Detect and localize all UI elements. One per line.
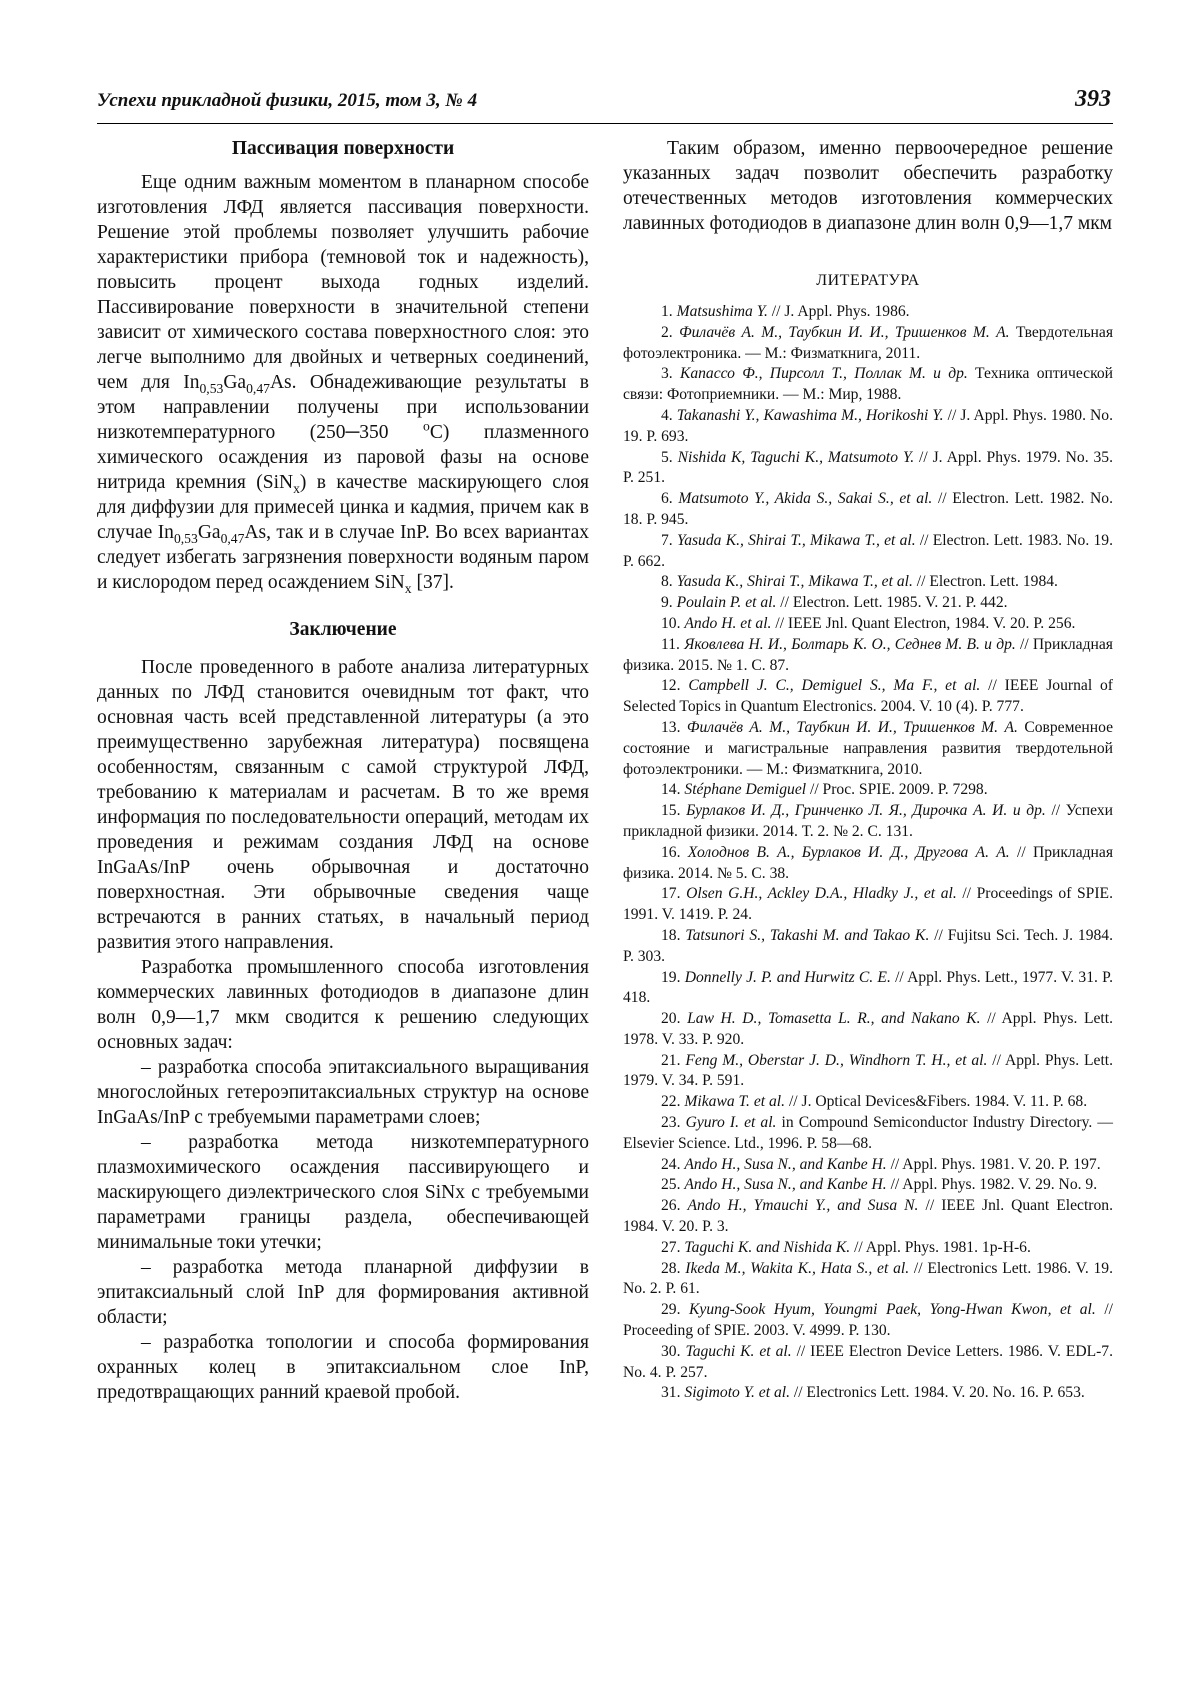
reference-authors: Ikeda M., Wakita K., Hata S., et al. [685, 1259, 910, 1277]
reference-authors: Sigimoto Y. et al. [684, 1384, 790, 1402]
reference-source: // J. Appl. Phys. 1986. [767, 303, 910, 320]
task-item: – разработка метода низкотемпературного плазмохимического осаждения пассивирующего и маскирующего диэлектрического слоя SiNx с требуемыми параметрами границы раздела, обеспечивающей минимальные токи утечки; [97, 1132, 589, 1253]
reference-source: // Fujitsu Sci. Tech. J. 1984. P. 303. [623, 926, 1113, 965]
reference-item: 4. Takanashi Y., Kawashima M., Horikoshi Y. // J. Appl. Phys. 1980. No. 19. P. 693. [623, 406, 1113, 445]
reference-source: in Compound Semiconductor Industry Directory. — Elsevier Science. Ltd., 1996. P. 58—68. [623, 1114, 1113, 1152]
reference-item: 13. Филачёв А. М., Таубкин И. И., Тришенков М. А. Современное состояние и магистральные направления развития твердотельной фотоэлектроники. — М.: Физматкнига, 2010. [623, 718, 1113, 778]
reference-source: Современное состояние и магистральные направления развития твердотельной фотоэлектроники. — М.: Физматкнига, 2010. [623, 718, 1113, 778]
page-number: 393 [1075, 86, 1111, 112]
reference-item: 31. Sigimoto Y. et al. // Electronics Lett. 1984. V. 20. No. 16. P. 653. [661, 1384, 1085, 1402]
reference-source: // Proceedings of SPIE. 1991. V. 1419. P. 24. [623, 885, 1113, 924]
reference-authors: Taguchi K. and Nishida K. [684, 1238, 851, 1256]
reference-authors: Ando H. et al. [684, 614, 772, 632]
reference-authors: Taguchi K. et al. [685, 1342, 792, 1360]
reference-item: 28. Ikeda M., Wakita K., Hata S., et al. // Electronics Lett. 1986. V. 19. No. 2. P. 61. [623, 1259, 1114, 1298]
reference-source: // Appl. Phys. 1981. 1p-H-6. [850, 1238, 1031, 1256]
reference-authors: Филачёв А. М., Таубкин И. И., Тришенков М. А. [679, 323, 1010, 341]
section-title-conclusion: Заключение [289, 619, 397, 640]
reference-source: // Appl. Phys. 1982. V. 29. No. 9. [886, 1176, 1098, 1194]
reference-item: 11. Яковлева Н. И., Болтарь К. О., Седнев М. В. и др. // Прикладная физика. 2015. № 1. С. 87. [623, 635, 1113, 674]
reference-item: 17. Olsen G.H., Ackley D.A., Hladky J., et al. // Proceedings of SPIE. 1991. V. 1419. P. 24. [623, 885, 1113, 924]
reference-item: 18. Tatsunori S., Takashi M. and Takao K. // Fujitsu Sci. Tech. J. 1984. P. 303. [623, 926, 1113, 965]
reference-authors: Филачёв А. М., Таубкин И. И., Тришенков М. А. [686, 718, 1018, 736]
reference-item: 2. Филачёв А. М., Таубкин И. И., Тришенков М. А. Твердотельная фотоэлектроника. — М.: Физматкнига, 2011. [623, 323, 1113, 362]
reference-authors: Холоднов В. А., Бурлаков И. Д., Другова А. А. [687, 843, 1010, 861]
reference-item: 8. Yasuda K., Shirai T., Mikawa T., et al. // Electron. Lett. 1984. [661, 573, 1058, 591]
reference-authors: Matsushima Y. [676, 303, 768, 320]
right-column [623, 136, 1113, 1404]
reference-authors: Olsen G.H., Ackley D.A., Hladky J., et al. [686, 885, 957, 903]
reference-authors: Poulain P. et al. [676, 594, 777, 612]
reference-source: // Прикладная физика. 2014. № 5. С. 38. [623, 843, 1113, 882]
reference-source: // IEEE Electron Device Letters. 1986. V. EDL-7. No. 4. P. 257. [623, 1342, 1113, 1381]
reference-item: 9. Poulain P. et al. // Electron. Lett. 1985. V. 21. P. 442. [661, 594, 1008, 612]
reference-item: 27. Taguchi K. and Nishida K. // Appl. Phys. 1981. 1p-H-6. [661, 1238, 1031, 1256]
reference-source: // Успехи прикладной физики. 2014. Т. 2. № 2. С. 131. [623, 802, 1113, 840]
reference-authors: Ando H., Ymauchi Y., and Susa N. [687, 1197, 919, 1215]
reference-authors: Matsumoto Y., Akida S., Sakai S., et al. [678, 490, 933, 508]
reference-source: // Appl. Phys. Lett., 1977. V. 31. P. 418. [623, 968, 1113, 1007]
reference-source: // Proc. SPIE. 2009. P. 7298. [806, 781, 988, 799]
reference-item: 22. Mikawa T. et al. // J. Optical Devices&Fibers. 1984. V. 11. P. 68. [661, 1093, 1088, 1111]
reference-source: // IEEE Journal of Selected Topics in Quantum Electronics. 2004. V. 10 (4). P. 777. [623, 677, 1113, 716]
paragraph-passivation: Еще одним важным моментом в планарном способе изготовления ЛФД является пассивация поверхности. Решение этой проблемы позволяет улучшить рабочие характеристики прибора (темновой ток и надежность), повысить процент выхода годных изделий. Пассивирование поверхности в значительной степени зависит от химического состава поверхностного слоя: это легче выполнимо для двойных и четверных соединений, чем для $In_{0,53}Ga_{0,47}As$. Обнадеживающие результаты в этом направлении получены при использовании низкотемпературного (250─350 $^o$C) плазменного химического осаждения из паровой фазы на основе нитрида кремния (SiN$_x$) в качестве маскирующего слоя для диффузии для примесей цинка и кадмия, причем как в случае $In_{0,53}Ga_{0,47}As$, так и в случае InP. Во всех вариантах следует избегать загрязнения поверхности водяным паром и кислородом перед осаждением SiN$_x$ [37]. [97, 172, 589, 596]
reference-item: 19. Donnelly J. P. and Hurwitz C. E. // Appl. Phys. Lett., 1977. V. 31. P. 418. [623, 968, 1113, 1007]
reference-source: // Electron. Lett. 1984. [912, 573, 1058, 591]
reference-source: // Appl. Phys. Lett. 1978. V. 33. P. 920. [623, 1010, 1113, 1048]
reference-item: 10. Ando H. et al. // IEEE Jnl. Quant Electron, 1984. V. 20. P. 256. [661, 614, 1076, 632]
reference-item: 5. Nishida K, Taguchi K., Matsumoto Y. // J. Appl. Phys. 1979. No. 35. P. 251. [623, 448, 1113, 487]
reference-source: // Electron. Lett. 1982. No. 18. P. 945. [623, 490, 1113, 528]
reference-item: 26. Ando H., Ymauchi Y., and Susa N. // IEEE Jnl. Quant Electron. 1984. V. 20. P. 3. [623, 1197, 1113, 1236]
section-title-passivation: Пассивация поверхности [231, 138, 455, 159]
reference-item: 14. Stéphane Demiguel // Proc. SPIE. 2009. P. 7298. [661, 781, 988, 799]
reference-item: 12. Campbell J. C., Demiguel S., Ma F., et al. // IEEE Journal of Selected Topics in Quantum Electronics. 2004. V. 10 (4). P. 777. [623, 677, 1113, 716]
reference-item: 7. Yasuda K., Shirai T., Mikawa T., et al. // Electron. Lett. 1983. No. 19. P. 662. [623, 531, 1113, 570]
paragraph-conclusion-1: После проведенного в работе анализа литературных данных по ЛФД становится очевидным тот факт, что основная часть всей представленной литературы (а это преимущественно зарубежная литература) посвящена особенностям, связанным с самой структурой ЛФД, требованию к материалам и расчетам. В то же время информация по последовательности операций, методам их проведения и режимам создания ЛФД на основе InGaAs/InP очень обрывочная и достаточно поверхностная. Эти обрывочные сведения чаще встречаются в ранних статьях, в начальный период развития этого направления. [97, 657, 589, 953]
reference-authors: Nishida K, Taguchi K., Matsumoto Y. [677, 448, 915, 466]
reference-source: // Appl. Phys. Lett. 1979. V. 34. P. 591. [623, 1051, 1114, 1090]
page-header [97, 86, 1113, 122]
reference-authors: Yasuda K., Shirai T., Mikawa T., et al. [676, 531, 916, 549]
reference-item: 24. Ando H., Susa N., and Kanbe H. // Appl. Phys. 1981. V. 20. P. 197. [661, 1155, 1101, 1173]
reference-item: 25. Ando H., Susa N., and Kanbe H. // Appl. Phys. 1982. V. 29. No. 9. [661, 1176, 1098, 1194]
reference-source: Техника оптической связи: Фотоприемники. — М.: Мир, 1988. [623, 365, 1114, 404]
reference-source: // Electronics Lett. 1984. V. 20. No. 16. P. 653. [789, 1384, 1085, 1402]
reference-authors: Бурлаков И. Д., Гринченко Л. Я., Дирочка А. И. и др. [686, 802, 1046, 820]
journal-title: Успехи прикладной физики, 2015, том 3, № 4 [97, 90, 478, 111]
reference-authors: Kyung-Sook Hyum, Youngmi Paek, Yong-Hwan Kwon, et al. [689, 1301, 1096, 1319]
reference-item: 15. Бурлаков И. Д., Гринченко Л. Я., Дирочка А. И. и др. // Успехи прикладной физики. 2014. Т. 2. № 2. С. 131. [623, 802, 1113, 840]
task-item: – разработка способа эпитаксиального выращивания многослойных гетероэпитаксиальных структур на основе InGaAs/InP с требуемыми параметрами слоев; [97, 1057, 589, 1128]
reference-authors: Tatsunori S., Takashi M. and Takao K. [685, 926, 930, 944]
reference-authors: Яковлева Н. И., Болтарь К. О., Седнев М. В. и др. [684, 635, 1016, 653]
reference-source: // Electron. Lett. 1985. V. 21. P. 442. [776, 594, 1008, 612]
header-rule [97, 123, 1113, 124]
reference-item: 20. Law H. D., Tomasetta L. R., and Nakano K. // Appl. Phys. Lett. 1978. V. 33. P. 920. [623, 1010, 1113, 1048]
reference-source: // J. Optical Devices&Fibers. 1984. V. 11. P. 68. [785, 1093, 1088, 1111]
reference-source: // Electron. Lett. 1983. No. 19. P. 662. [623, 531, 1113, 570]
reference-authors: Takanashi Y., Kawashima M., Horikoshi Y. [676, 406, 944, 424]
paragraph-conclusion-2: Разработка промышленного способа изготовления коммерческих лавинных фотодиодов в диапазоне длин волн 0,9—1,7 мкм сводится к решению следующих основных задач: [97, 957, 589, 1053]
reference-authors: Yasuda K., Shirai T., Mikawa T., et al. [676, 573, 913, 591]
paragraph-conclusion-final: Таким образом, именно первоочередное решение указанных задач позволит обеспечить разработку отечественных методов изготовления коммерческих лавинных фотодиодов в диапазоне длин волн 0,9—1,7 мкм [623, 138, 1113, 234]
reference-item: 6. Matsumoto Y., Akida S., Sakai S., et al. // Electron. Lett. 1982. No. 18. P. 945. [623, 490, 1113, 528]
reference-authors: Campbell J. C., Demiguel S., Ma F., et al. [688, 677, 981, 695]
reference-source: // Appl. Phys. 1981. V. 20. P. 197. [886, 1155, 1101, 1173]
reference-authors: Feng M., Oberstar J. D., Windhorn T. H., et al. [685, 1051, 988, 1069]
reference-item: 1. Matsushima Y. // J. Appl. Phys. 1986. [661, 303, 910, 320]
reference-item: 30. Taguchi K. et al. // IEEE Electron Device Letters. 1986. V. EDL-7. No. 4. P. 257. [623, 1342, 1113, 1381]
reference-authors: Law H. D., Tomasetta L. R., and Nakano K. [687, 1010, 981, 1028]
reference-item: 3. Капассо Ф., Пирсолл Т., Поллак М. и др. Техника оптической связи: Фотоприемники. — М.: Мир, 1988. [623, 365, 1114, 404]
reference-source: // IEEE Jnl. Quant Electron. 1984. V. 20. P. 3. [623, 1197, 1113, 1236]
reference-authors: Donnelly J. P. and Hurwitz C. E. [684, 968, 891, 986]
reference-authors: Ando H., Susa N., and Kanbe H. [684, 1176, 887, 1194]
task-item: – разработка метода планарной диффузии в эпитаксиальный слой InP для формирования активной области; [97, 1257, 589, 1328]
reference-source: Твердотельная фотоэлектроника. — М.: Физматкнига, 2011. [623, 323, 1113, 362]
task-item: – разработка топологии и способа формирования охранных колец в эпитаксиальном слое InP, предотвращающих ранний краевой пробой. [97, 1332, 589, 1403]
reference-source: // IEEE Jnl. Quant Electron, 1984. V. 20. P. 256. [771, 614, 1076, 632]
reference-source: // J. Appl. Phys. 1980. No. 19. P. 693. [623, 406, 1113, 445]
reference-list [623, 302, 1113, 1404]
reference-source: // Electronics Lett. 1986. V. 19. No. 2. P. 61. [623, 1259, 1114, 1298]
references-title: ЛИТЕРАТУРА [816, 272, 920, 289]
left-column [97, 136, 589, 1405]
reference-source: // J. Appl. Phys. 1979. No. 35. P. 251. [623, 448, 1113, 487]
reference-item: 16. Холоднов В. А., Бурлаков И. Д., Другова А. А. // Прикладная физика. 2014. № 5. С. 38. [623, 843, 1113, 882]
reference-source: // Proceeding of SPIE. 2003. V. 4999. P. 130. [623, 1301, 1113, 1340]
reference-item: 21. Feng M., Oberstar J. D., Windhorn T. H., et al. // Appl. Phys. Lett. 1979. V. 34. P. 591. [623, 1051, 1114, 1090]
reference-authors: Stéphane Demiguel [684, 781, 807, 799]
reference-source: // Прикладная физика. 2015. № 1. С. 87. [623, 635, 1113, 674]
reference-authors: Mikawa T. et al. [684, 1093, 786, 1111]
reference-authors: Капассо Ф., Пирсолл Т., Поллак М. и др. [679, 365, 968, 383]
reference-item: 29. Kyung-Sook Hyum, Youngmi Paek, Yong-Hwan Kwon, et al. // Proceeding of SPIE. 2003. V. 4999. P. 130. [623, 1301, 1113, 1340]
reference-authors: Ando H., Susa N., and Kanbe H. [684, 1155, 887, 1173]
reference-authors: Gyuro I. et al. [685, 1114, 777, 1132]
reference-item: 23. Gyuro I. et al. in Compound Semiconductor Industry Directory. — Elsevier Science. Ltd., 1996. P. 58—68. [623, 1114, 1113, 1152]
